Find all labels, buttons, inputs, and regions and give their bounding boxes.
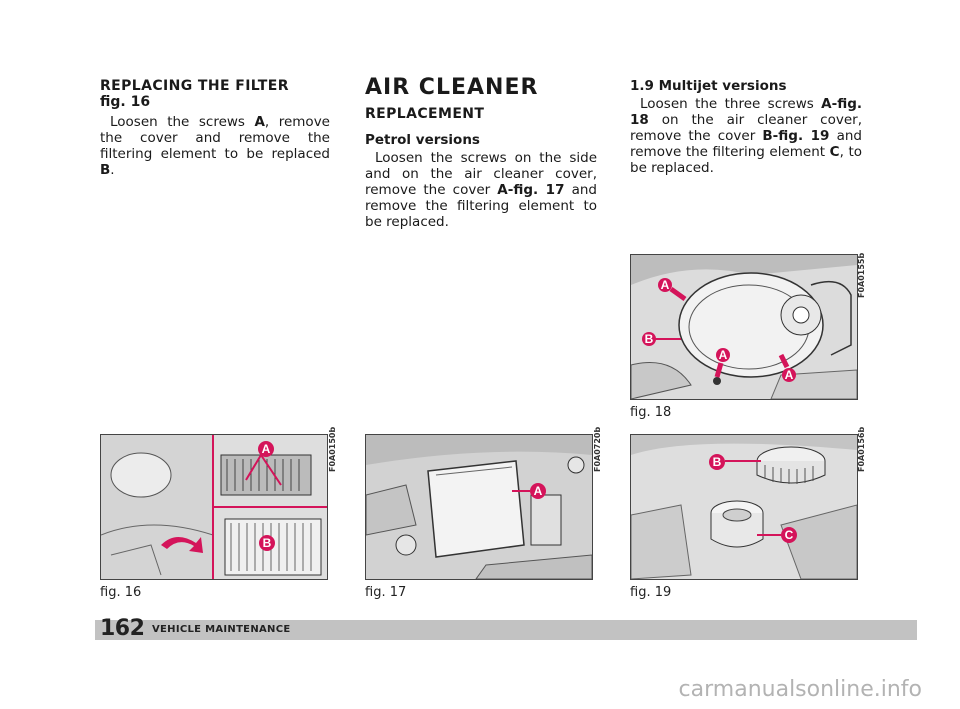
paragraph-multijet: Loosen the three screws A-fig. 18 on the air cleaner cover, remove the cover B-fig. 19 and remove the filtering element C, to be replaced. — [630, 96, 862, 176]
figure-19-image — [630, 434, 858, 580]
section-title: AIR CLEANER — [365, 75, 539, 100]
svg-text:A: A — [718, 348, 728, 362]
heading-replacing-filter: REPLACING THE FILTER — [100, 78, 289, 94]
figure-18-code: F0A0155b — [857, 252, 866, 298]
column-air-cleaner — [365, 75, 597, 230]
figure-17-label: fig. 17 — [365, 585, 407, 600]
heading-multijet-versions: 1.9 Multijet versions — [630, 78, 787, 94]
svg-text:B: B — [644, 332, 654, 346]
svg-text:A: A — [261, 442, 271, 456]
column-replacing-filter — [100, 78, 330, 178]
svg-text:A: A — [533, 484, 543, 498]
heading-replacement: REPLACEMENT — [365, 106, 485, 122]
figure-18-image — [630, 254, 858, 400]
svg-text:B: B — [262, 536, 272, 550]
figure-19-label: fig. 19 — [630, 585, 672, 600]
svg-text:A: A — [784, 368, 794, 382]
figure-16-image — [100, 434, 328, 580]
figure-19-code: F0A0156b — [857, 426, 866, 472]
figure-17-image — [365, 434, 593, 580]
watermark: carmanualsonline.info — [678, 677, 922, 702]
figure-17-code: F0A0720b — [593, 426, 602, 472]
paragraph-petrol: Loosen the screws on the side and on the air cleaner cover, remove the cover A-fig. 17 and remove the filtering element to be replaced. — [365, 150, 597, 230]
heading-petrol-versions: Petrol versions — [365, 132, 480, 148]
footer-section-name: VEHICLE MAINTENANCE — [152, 624, 291, 635]
figure-16-label: fig. 16 — [100, 585, 142, 600]
marker-b — [259, 535, 275, 551]
svg-text:B: B — [712, 455, 722, 469]
heading-fig-ref: fig. 16 — [100, 94, 151, 110]
column-multijet — [630, 78, 862, 176]
svg-text:C: C — [784, 528, 794, 542]
figure-16-code: F0A0150b — [328, 426, 337, 472]
page-number: 162 — [100, 616, 145, 641]
figure-18-label: fig. 18 — [630, 405, 672, 420]
svg-text:A: A — [660, 278, 670, 292]
paragraph-replacing-filter: Loosen the screws A, remove the cover and remove the filtering element to be replaced B. — [100, 114, 330, 178]
